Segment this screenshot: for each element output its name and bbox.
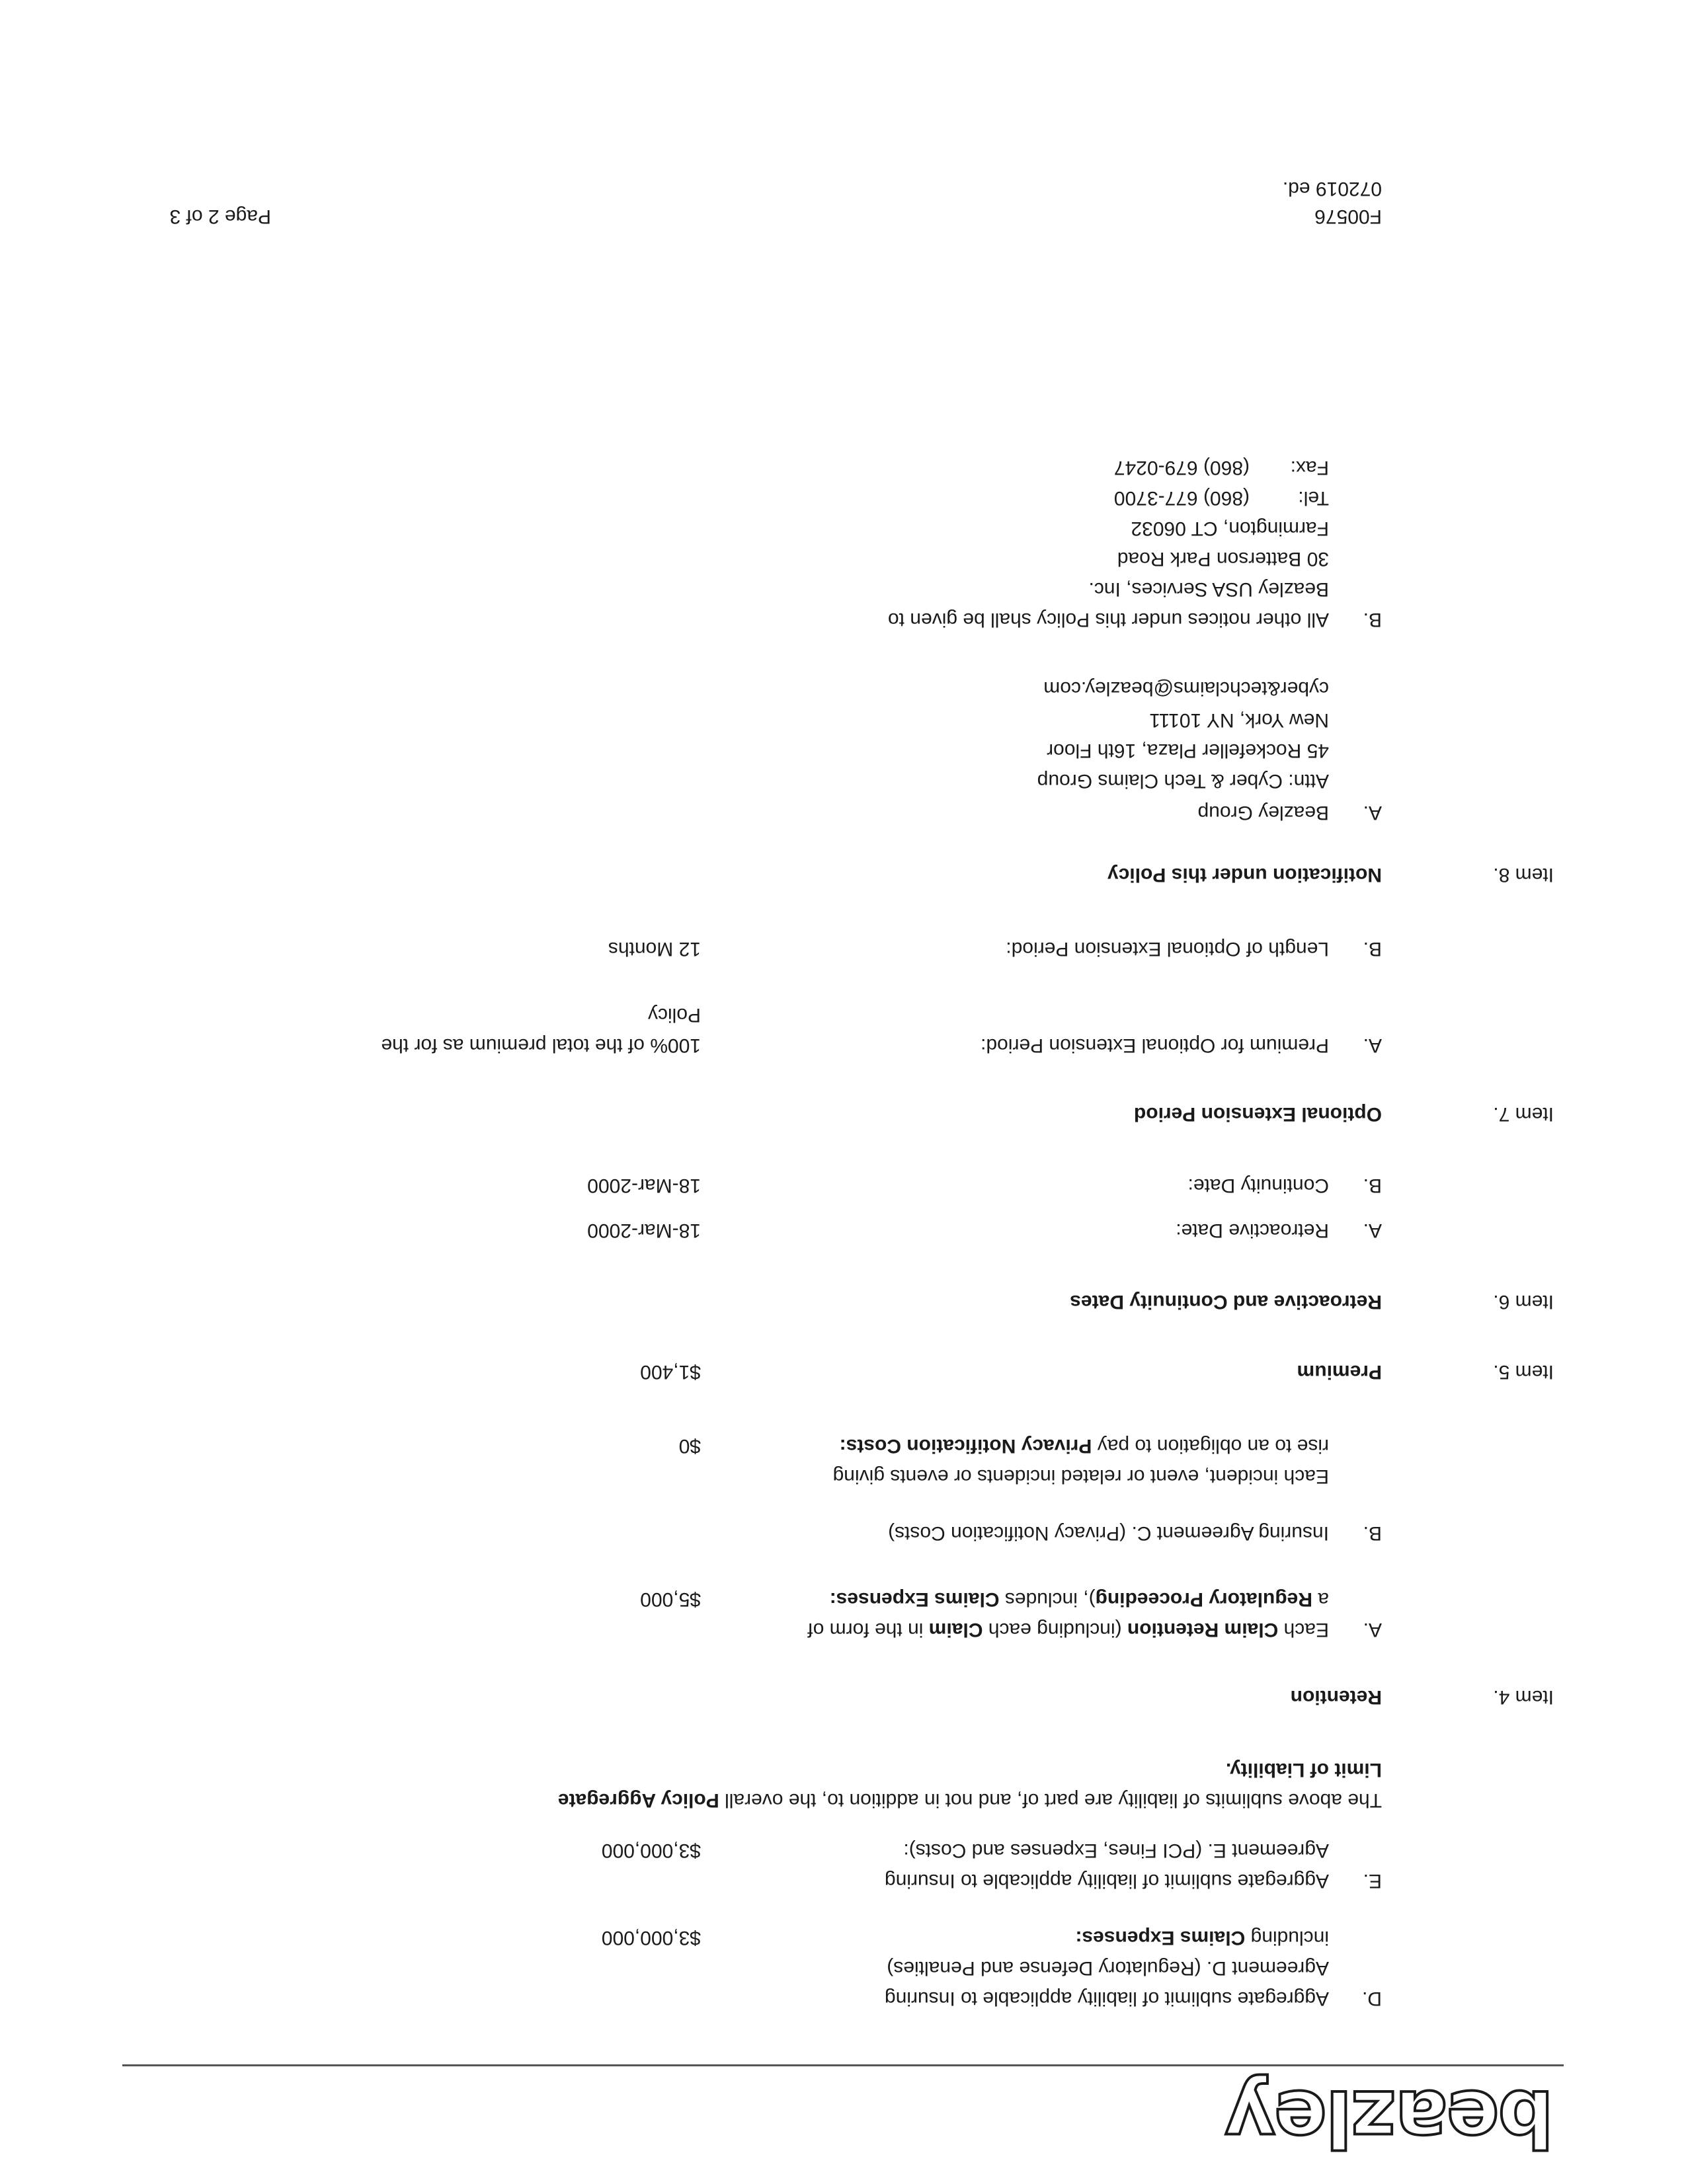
item8-heading: Notification under this Policy (1107, 864, 1382, 886)
item4-a-letter: A. (1363, 1619, 1382, 1641)
item4-b-line1: Insuring Agreement C. (Privacy Notification Costs) (888, 1522, 1329, 1544)
limit-d-line2: Agreement D. (Regulatory Defense and Penalties) (887, 1957, 1329, 1979)
item6-b-letter: B. (1363, 1175, 1382, 1196)
item4-b-amount: $0 (678, 1435, 701, 1457)
item5-heading: Premium (1297, 1361, 1382, 1383)
item7-heading: Optional Extension Period (1133, 1103, 1382, 1125)
item4-b-line3: rise to an obligation to pay Privacy Notification Costs: (839, 1435, 1329, 1457)
item5-amount: $1,400 (640, 1361, 701, 1383)
sublimits-note-line1: The above sublimits of liability are part of, and not in addition to, the overall Policy Aggregate (557, 1789, 1382, 1811)
limit-e-line2: Agreement E. (PCI Fines, Expenses and Costs): (903, 1840, 1329, 1861)
item8-b-tel-label: Tel: (1298, 487, 1329, 509)
item4-heading: Retention (1290, 1686, 1382, 1708)
item4-a-line1: Each Claim Retention (including each Claim in the form of (807, 1619, 1329, 1641)
limit-e-amount: $3,000,000 (601, 1840, 701, 1861)
item8-a-line: 45 Rockefeller Plaza, 16th Floor (1047, 740, 1329, 761)
item5-label: Item 5. (1493, 1361, 1554, 1383)
item4-b-line2: Each incident, event or related incidents or events giving (832, 1465, 1329, 1487)
item4-a-amount: $5,000 (640, 1588, 701, 1610)
item8-b-line: Beazley USA Services, Inc. (1088, 578, 1329, 600)
item8-a-letter: A. (1363, 802, 1382, 824)
item6-heading: Retroactive and Continuity Dates (1070, 1291, 1382, 1313)
limit-d-line1: Aggregate sublimit of liability applicable to Insuring (884, 1988, 1329, 2009)
item6-b-text: Continuity Date: (1187, 1175, 1329, 1196)
item6-b-value: 18-Mar-2000 (587, 1175, 701, 1196)
item7-b-letter: B. (1363, 938, 1382, 960)
limit-d-letter: D. (1362, 1988, 1382, 2009)
beazley-logo: beazley (1225, 2073, 1554, 2164)
item8-b-line: Farmington, CT 06032 (1131, 518, 1329, 539)
item8-a-line: New York, NY 10111 (1149, 709, 1329, 731)
item7-a-value-line1: 100% of the total premium as for the (381, 1034, 701, 1056)
item8-a-email: cyber&techclaims@beazley.com (1043, 678, 1329, 699)
item4-label: Item 4. (1493, 1686, 1554, 1708)
form-edition: 072019 ed. (1282, 178, 1382, 200)
item8-b-fax: (860) 679-0247 (1113, 457, 1250, 479)
item8-a-line: Attn: Cyber & Tech Claims Group (1037, 770, 1329, 792)
item6-a-value: 18-Mar-2000 (587, 1220, 701, 1241)
item7-label: Item 7. (1493, 1103, 1554, 1125)
limit-e-line1: Aggregate sublimit of liability applicable to Insuring (884, 1870, 1329, 1892)
item8-b-fax-label: Fax: (1290, 457, 1329, 479)
item7-a-letter: A. (1363, 1034, 1382, 1056)
item7-b-text: Length of Optional Extension Period: (1006, 938, 1329, 960)
limit-e-letter: E. (1363, 1870, 1382, 1892)
item8-b-line: 30 Batterson Park Road (1117, 548, 1329, 570)
item7-a-value-line2: Policy (647, 1004, 701, 1026)
limit-d-amount: $3,000,000 (601, 1927, 701, 1949)
item4-b-letter: B. (1363, 1522, 1382, 1544)
header-rule (122, 2064, 1564, 2066)
sublimits-note-line2: Limit of Liability. (1225, 1759, 1382, 1781)
item8-label: Item 8. (1493, 864, 1554, 886)
item8-b-tel: (860) 677-3700 (1113, 487, 1250, 509)
item6-label: Item 6. (1493, 1291, 1554, 1313)
item7-a-text: Premium for Optional Extension Period: (981, 1034, 1329, 1056)
item6-a-text: Retroactive Date: (1176, 1220, 1329, 1241)
item8-b-letter: B. (1363, 609, 1382, 631)
item8-b-intro: All other notices under this Policy shall be given to (887, 609, 1329, 631)
item8-a-line: Beazley Group (1197, 802, 1329, 824)
limit-d-line3: including Claims Expenses: (1075, 1927, 1329, 1949)
item6-a-letter: A. (1363, 1220, 1382, 1241)
form-number: F00576 (1314, 206, 1382, 227)
item7-b-value: 12 Months (608, 938, 701, 960)
page-number: Page 2 of 3 (169, 206, 271, 227)
item4-a-line2: a Regulatory Proceeding), includes Claims Expenses: (829, 1588, 1329, 1610)
